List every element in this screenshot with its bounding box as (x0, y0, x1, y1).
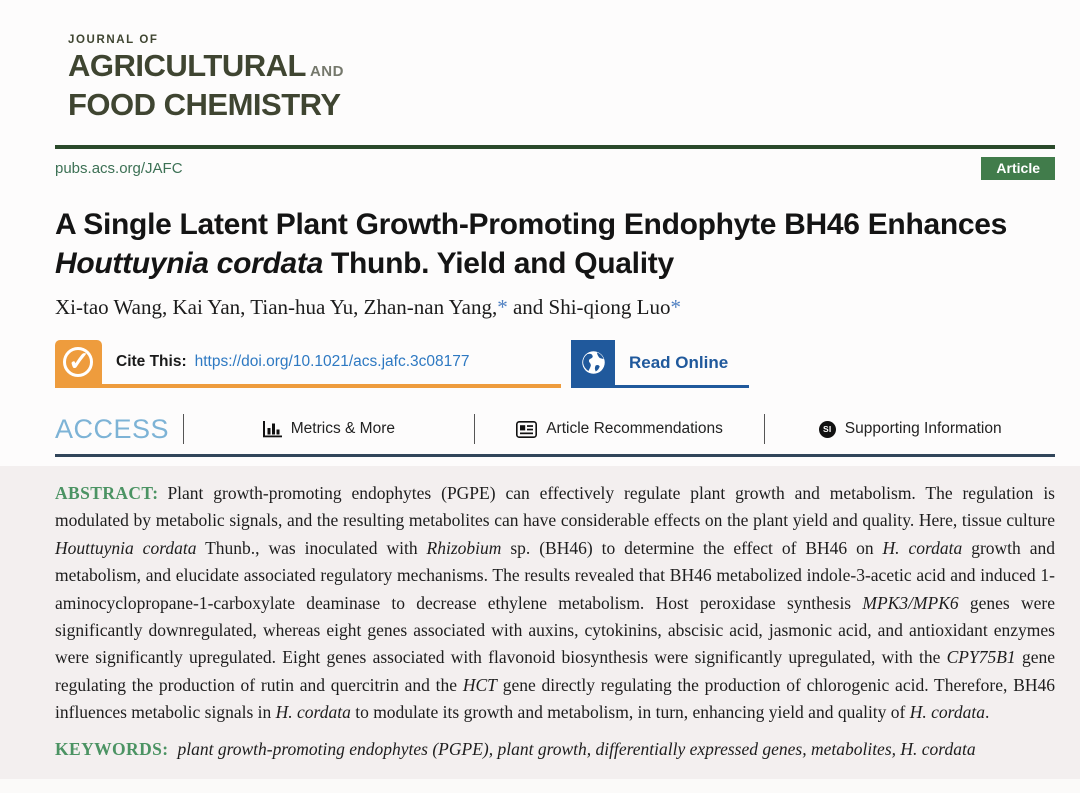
access-bar (55, 410, 1055, 448)
keywords-label: KEYWORDS: (55, 738, 169, 759)
cite-this-box (55, 340, 561, 388)
supporting-information-label: Supporting Information (844, 420, 1002, 437)
journal-name-agricultural: AGRICULTURAL (68, 48, 306, 83)
journal-name-line1 (68, 49, 1055, 88)
author-list (55, 295, 1055, 320)
keywords-text: plant growth-promoting endophytes (PGPE), plant growth, differentially expressed genes, metabolites, H. cordata (177, 738, 976, 759)
check-mark-glyph: ✓ (68, 346, 90, 376)
cite-this-label: Cite This: (116, 353, 187, 370)
corresponding-author-star[interactable]: * (497, 295, 508, 319)
access-link[interactable]: ACCESS (55, 413, 170, 444)
masthead-divider-rule (55, 145, 1055, 149)
globe-icon (571, 340, 615, 385)
bar-chart-icon (263, 420, 282, 438)
abstract-label: ABSTRACT: (55, 483, 159, 503)
title-line1: A Single Latent Plant Growth-Promoting Endophyte BH46 Enhances (55, 208, 1008, 241)
doi-link[interactable]: https://doi.org/10.1021/acs.jafc.3c08177 (194, 353, 470, 370)
read-online-label: Read Online (629, 352, 729, 372)
metrics-and-more-link[interactable] (184, 420, 474, 438)
journal-name-line2: FOOD CHEMISTRY (68, 87, 341, 122)
journal-masthead (68, 34, 1055, 121)
authors-part2: and Shi-qiong Luo (507, 295, 671, 319)
journal-kicker: JOURNAL OF (68, 34, 159, 46)
article-title (55, 205, 1055, 283)
access-bottom-rule (55, 454, 1055, 457)
metrics-and-more-label: Metrics & More (290, 420, 395, 437)
abstract-body: Plant growth-promoting endophytes (PGPE) can effectively regulate plant growth and metabolism. The regulation is modulated by metabolic signals, and the resulting metabolites can have considerable effects on the plant yield and quality. Here, tissue culture Houttuynia cordata Thunb., was inoculated with Rhizobium sp. (BH46) to determine the effect of BH46 on H. cordata growth and metabolism, and elucidate associated regulatory mechanisms. The results revealed that BH46 metabolized indole-3-acetic acid and induced 1-aminocyclopropane-1-carboxylate deaminase to decrease ethylene metabolism. Host peroxidase synthesis MPK3/MPK6 genes were significantly downregulated, whereas eight genes associated with auxins, cytokinins, abscisic acid, jasmonic acid, and antioxidant enzymes were significantly upregulated. Eight genes associated with flavonoid biosynthesis were significantly upregulated, with the CPY75B1 gene regulating the production of rutin and quercitrin and the HCT gene directly regulating the production of chlorogenic acid. Therefore, BH46 influences metabolic signals in H. cordata to modulate its growth and metabolism, in turn, enhancing yield and quality of H. cordata. (55, 483, 1056, 723)
url-row (55, 155, 1055, 181)
abstract-paragraph (55, 480, 1055, 727)
article-recommendations-label: Article Recommendations (546, 420, 723, 437)
authors-part1: Xi-tao Wang, Kai Yan, Tian-hua Yu, Zhan-nan Yang, (55, 295, 498, 319)
abstract-section (0, 466, 1080, 779)
article-recommendations-icon (516, 421, 537, 438)
journal-name-and: AND (309, 63, 344, 80)
supporting-information-link[interactable] (765, 420, 1055, 438)
corresponding-author-star[interactable]: * (670, 295, 681, 319)
check-icon (55, 340, 102, 384)
citation-bar (55, 340, 1055, 388)
article-recommendations-link[interactable] (475, 420, 765, 438)
title-line2-rest: Thunb. Yield and Quality (322, 247, 674, 280)
article-type-badge[interactable]: Article (981, 157, 1055, 180)
keywords-line (55, 736, 1055, 762)
title-species-italic: Houttuynia cordata (55, 247, 323, 280)
journal-url-link[interactable]: pubs.acs.org/JAFC (55, 159, 183, 177)
page-bottom-margin (0, 779, 1080, 793)
read-online-button[interactable] (571, 340, 749, 388)
si-badge-icon: SI (819, 421, 836, 438)
